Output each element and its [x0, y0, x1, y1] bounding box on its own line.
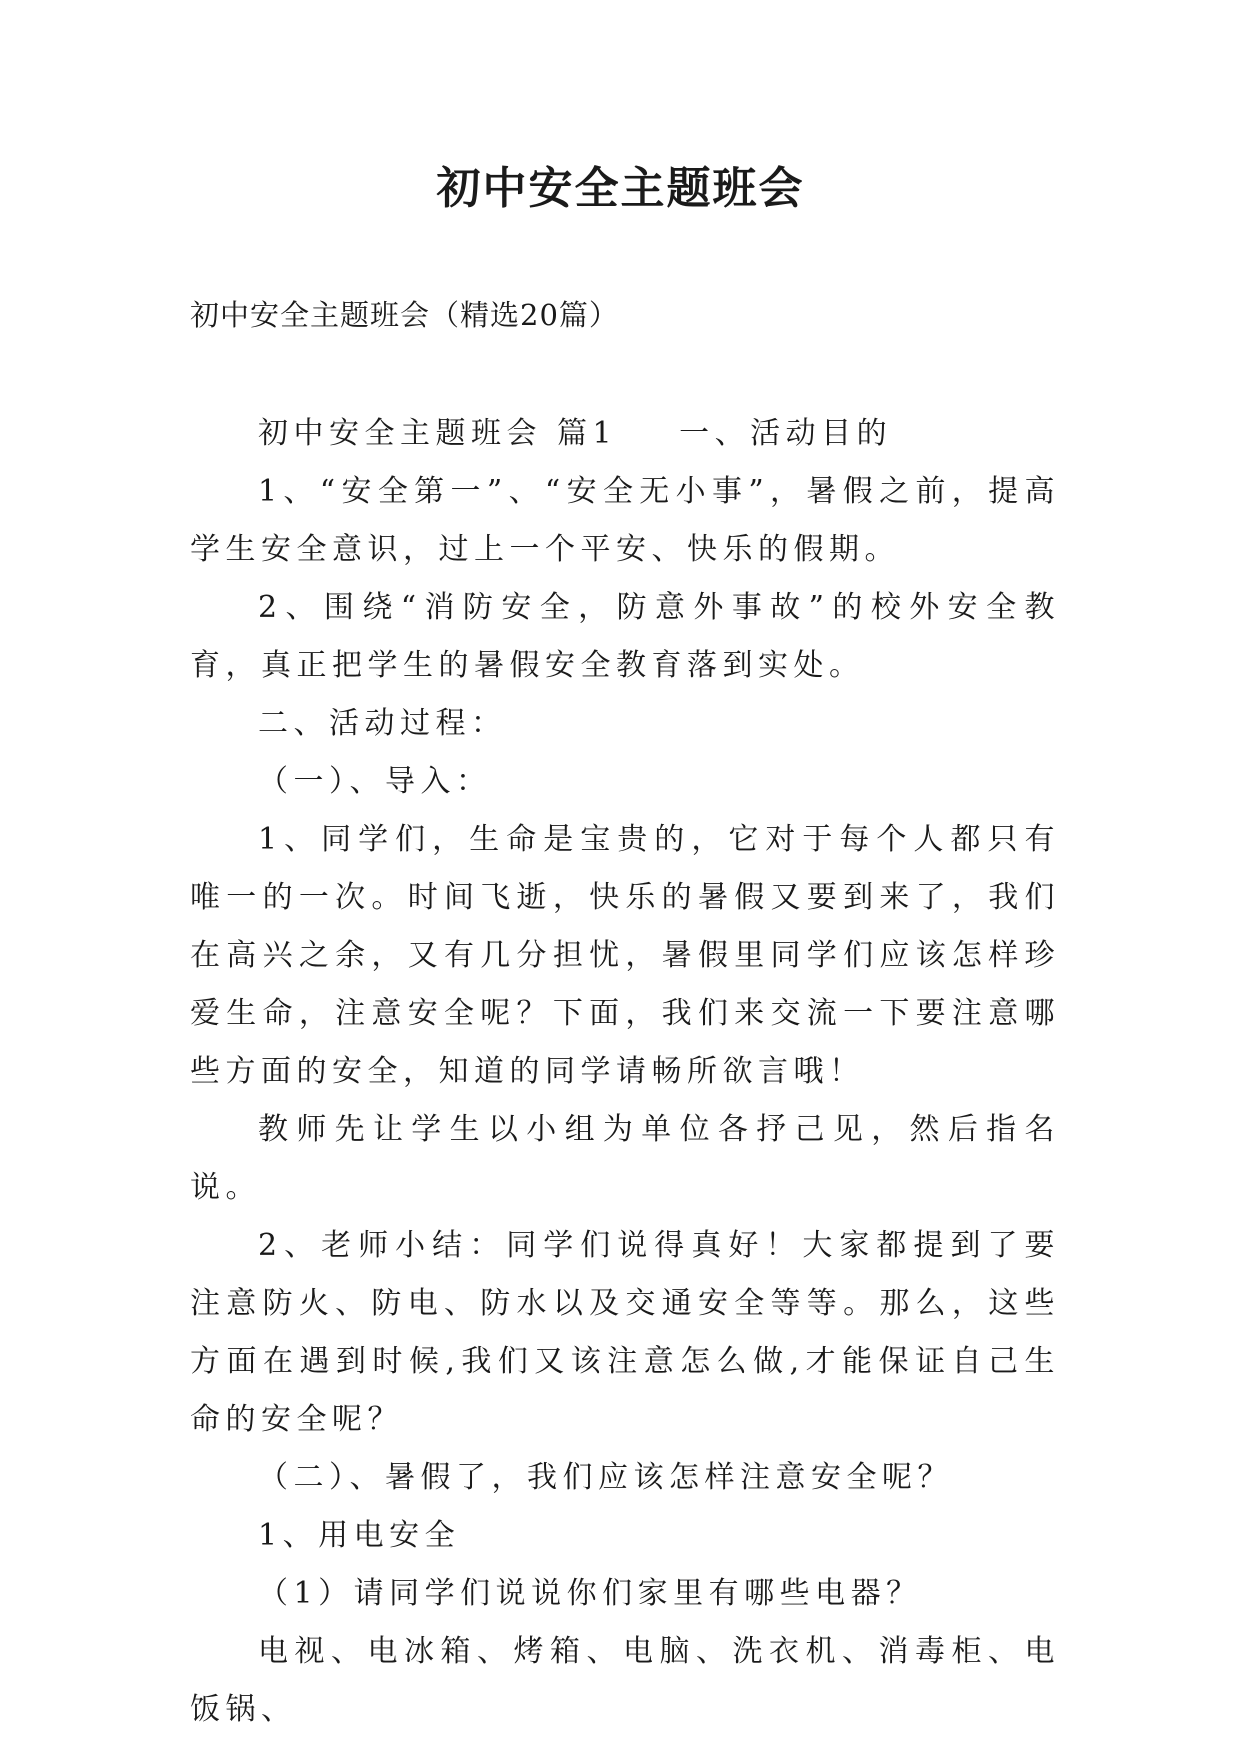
section-heading: 初中安全主题班会 篇1 [258, 416, 618, 451]
paragraph: 电视、电冰箱、烤箱、电脑、洗衣机、消毒柜、电饭锅、 [190, 1634, 1060, 1727]
paragraph: （一）、导入： [258, 764, 492, 799]
section-heading-line [190, 405, 1060, 463]
paragraph: 二、活动过程： [258, 706, 507, 741]
document-title: 初中安全主题班会 [436, 163, 805, 214]
paragraph: 1、用电安全 [258, 1518, 461, 1553]
document-subtitle: 初中安全主题班会（精选20篇） [190, 298, 619, 332]
paragraph: 教师先让学生以小组为单位各抒己见，然后指名说。 [190, 1112, 1060, 1205]
subsection-heading: 一、活动目的 [679, 416, 893, 451]
document-body [190, 405, 1060, 1739]
paragraph: （二）、暑假了，我们应该怎样注意安全呢？ [258, 1460, 953, 1495]
paragraph: 2、围绕“消防安全，防意外事故”的校外安全教育，真正把学生的暑假安全教育落到实处。 [190, 590, 1060, 683]
paragraph: 1、同学们，生命是宝贵的，它对于每个人都只有唯一的一次。时间飞逝，快乐的暑假又要到来了，我们在高兴之余，又有几分担忧，暑假里同学们应该怎样珍爱生命，注意安全呢？下面，我们来交流一下要注意哪些方面的安全，知道的同学请畅所欲言哦！ [190, 822, 1060, 1089]
paragraph: （1）请同学们说说你们家里有哪些电器？ [258, 1576, 922, 1611]
paragraph: 1、“安全第一”、“安全无小事”，暑假之前，提高学生安全意识，过上一个平安、快乐的假期。 [190, 474, 1060, 567]
paragraph: 2、老师小结：同学们说得真好！大家都提到了要注意防火、防电、防水以及交通安全等等。那么，这些方面在遇到时候,我们又该注意怎么做,才能保证自己生命的安全呢？ [190, 1228, 1060, 1437]
